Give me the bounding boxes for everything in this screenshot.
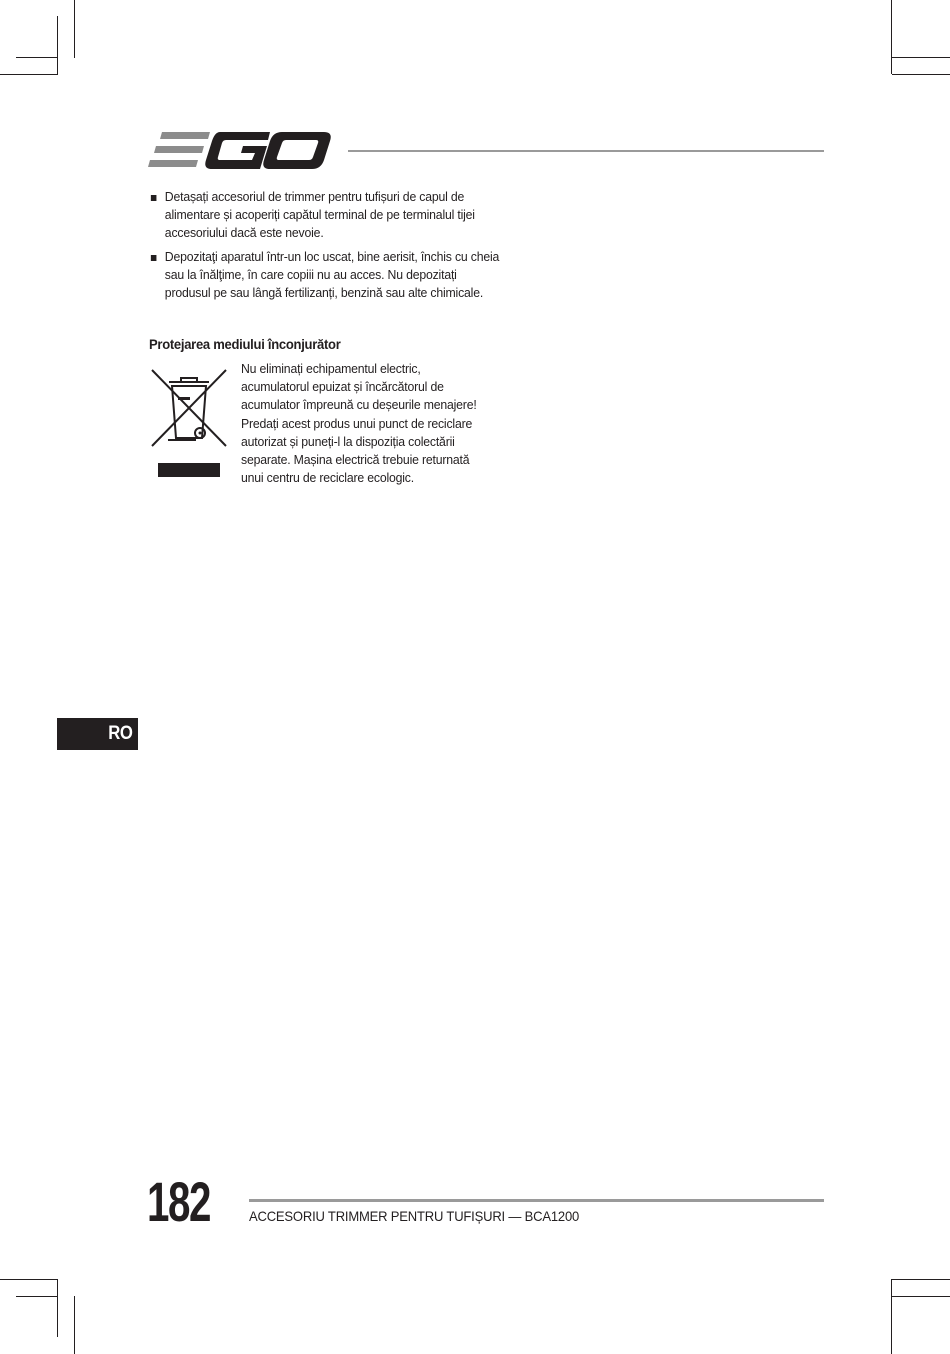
list-item [149,188,500,243]
crop-mark [16,1296,58,1297]
crop-mark [0,1279,58,1280]
section-heading: Protejarea mediului înconjurător [149,336,341,352]
crop-mark [891,0,892,74]
crop-mark [892,74,950,75]
bullet-text: Detașați accesoriul de trimmer pentru tufișuri de capul de alimentare și acoperiți capătul terminal de pe terminalul tijei accesoriului dacă este nevoie. [164,189,475,241]
environment-text: Nu eliminați echipamentul electric, acumulatorul epuizat și încărcătorul de acumulator împreună cu deșeurile menajere! Predați acest produs unui punct de reciclare autorizat și puneți-l la dispoziția colectării separate. Mașina electrică trebuie returnată unui centru de reciclare ecologic. [241,361,477,486]
weee-crossed-bin-icon [150,366,228,480]
page-number: 182 [147,1170,210,1233]
crop-mark [892,1296,950,1297]
crop-mark [74,1296,75,1354]
header-rule [348,150,824,152]
crop-mark [57,1279,58,1337]
footer-rule [249,1199,824,1202]
language-tab [57,718,138,750]
crop-mark [57,16,58,74]
ego-logo [148,128,332,172]
footer-title: ACCESORIU TRIMMER PENTRU TUFIȘURI — BCA1200 [249,1208,580,1224]
crop-mark [74,0,75,58]
language-label: RO [107,723,132,744]
crop-mark [891,1279,892,1354]
bullet-square-icon [151,255,157,261]
list-item [149,248,500,303]
svg-text:EGO: EGO [148,128,151,129]
bullet-list [149,188,500,307]
crop-mark [16,57,58,58]
crop-mark [892,57,950,58]
crop-mark [0,74,58,75]
bullet-text: Depozitaţi aparatul într-un loc uscat, bine aerisit, închis cu cheia sau la înălţime, în care copiii nu au acces. Nu depozitați produsul pe sau lângă fertilizanți, benzină sau alte chimicale. [164,248,500,301]
crop-mark [892,1279,950,1280]
bullet-square-icon [151,195,157,201]
